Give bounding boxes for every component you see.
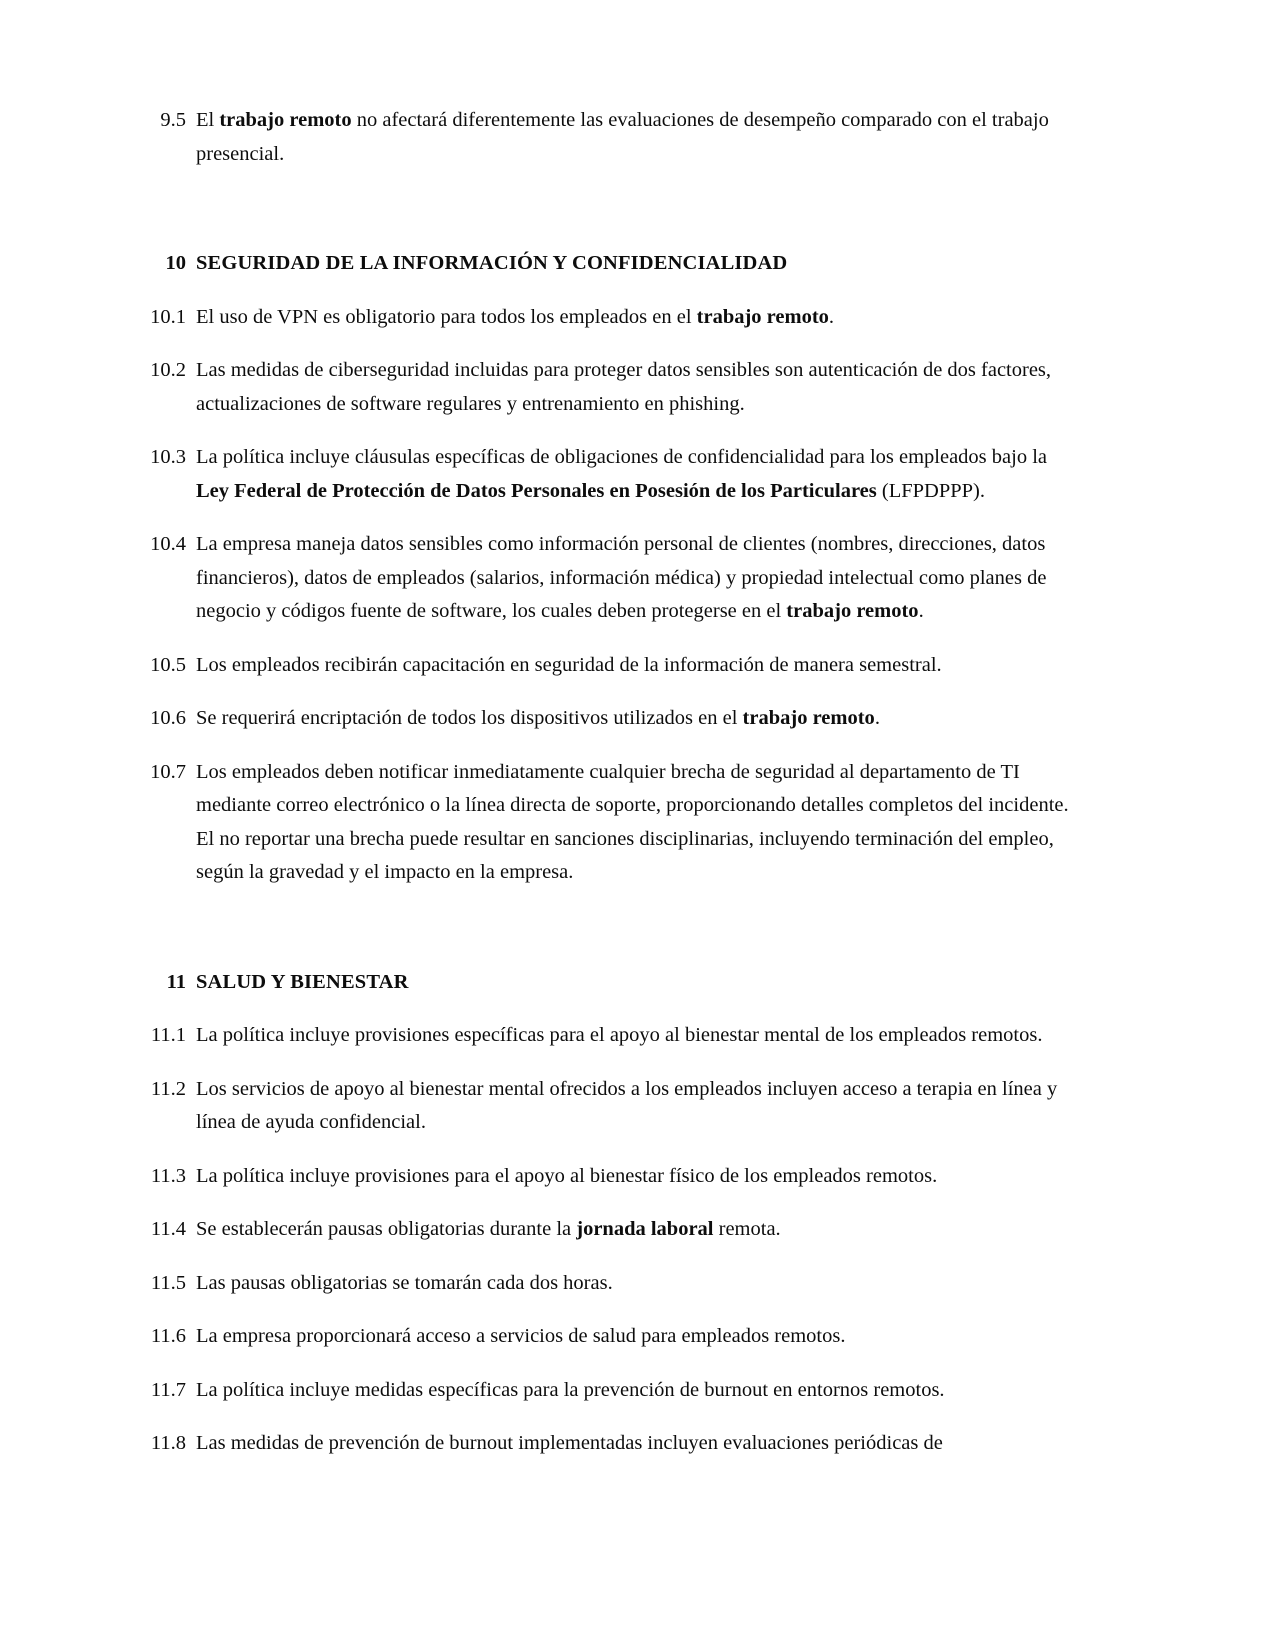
- clause: [134, 1213, 1075, 1247]
- clause-run: (LFPDPPP).: [876, 479, 986, 502]
- clause-emphasis: jornada laboral: [576, 1218, 714, 1240]
- clause: [134, 104, 1075, 171]
- clause-text: [186, 1267, 1075, 1301]
- clause: [134, 1160, 1075, 1194]
- clause-run: Las medidas de ciberseguridad incluidas para proteger datos sensibles son autenticación de dos factores, actualizaciones de software regulares y entrenamiento en phishing.: [196, 359, 1052, 415]
- clause-emphasis: trabajo remoto: [786, 600, 919, 622]
- section-number: 11: [166, 970, 186, 993]
- clause-run: Los servicios de apoyo al bienestar mental ofrecidos a los empleados incluyen acceso a terapia en línea y línea de ayuda confidencial.: [196, 1077, 1058, 1133]
- clause-run: .: [828, 305, 835, 328]
- clause-emphasis: Ley Federal de Protección de Datos Personales en Posesión de los Particulares: [196, 479, 877, 502]
- clause: [134, 756, 1075, 890]
- clause: [134, 441, 1075, 508]
- clause-text: [186, 354, 1075, 421]
- clause-run: La política incluye cláusulas específicas de obligaciones de confidencialidad para los empleados bajo la: [196, 446, 1047, 468]
- clause-run: La empresa proporcionará acceso a servicios de salud para empleados remotos.: [196, 1325, 846, 1347]
- section-number: 10: [165, 252, 186, 274]
- clause: [134, 354, 1075, 421]
- clause-number: 11.2: [150, 1077, 186, 1100]
- section-spacer: [134, 191, 1075, 247]
- clause-emphasis: trabajo remoto: [219, 109, 352, 131]
- clause-text: [186, 1320, 1075, 1354]
- clause: [134, 1019, 1075, 1053]
- clause-run: La política incluye medidas específicas para la prevención de burnout en entornos remotos.: [196, 1378, 945, 1401]
- clause-number: 10.6: [150, 707, 186, 729]
- clause: [134, 1267, 1075, 1301]
- clause-number: 11.6: [150, 1325, 186, 1347]
- clause-number: 10.7: [150, 760, 186, 783]
- clause-run: La política incluye provisiones específicas para el apoyo al bienestar mental de los empleados remotos.: [196, 1024, 1043, 1046]
- clause-run: .: [874, 707, 880, 729]
- clause-run: La política incluye provisiones para el apoyo al bienestar físico de los empleados remotos.: [196, 1164, 938, 1187]
- clause-number: 11.4: [150, 1218, 186, 1240]
- clause-run: remota.: [713, 1218, 781, 1240]
- clause-run: La empresa maneja datos sensibles como información personal de clientes (nombres, direcciones, datos financieros), datos de empleados (salarios, información médica) y propiedad intelectual como planes de negocio y códigos fuente de software, los cuales deben protegerse en el: [196, 533, 1047, 622]
- clause-run: Los empleados deben notificar inmediatamente cualquier brecha de seguridad al departamento de TI mediante correo electrónico o la línea directa de soporte, proporcionando detalles completos del incidente. El no reportar una brecha puede resultar en sanciones disciplinarias, incluyendo terminación del empleo, según la gravedad y el impacto en la empresa.: [196, 760, 1069, 883]
- clause-text: [186, 528, 1075, 629]
- document-body: [134, 104, 1075, 1461]
- clause-number: 11.8: [150, 1432, 186, 1454]
- clause-run: Se establecerán pausas obligatorias durante la: [196, 1218, 577, 1240]
- section-title: SALUD Y BIENESTAR: [196, 970, 409, 993]
- clause-text: [186, 1073, 1075, 1140]
- section-heading: [134, 247, 1075, 281]
- clause-run: Las pausas obligatorias se tomarán cada dos horas.: [196, 1271, 613, 1294]
- clause-text: [186, 104, 1075, 171]
- clause-number: 11.5: [150, 1271, 186, 1294]
- clause-text: [186, 1427, 1075, 1461]
- clause-run: no afectará diferentemente las evaluaciones de desempeño comparado con el trabajo presencial.: [196, 109, 1049, 165]
- section-spacer: [134, 910, 1075, 966]
- clause: [134, 301, 1075, 335]
- clause: [134, 1427, 1075, 1461]
- clause: [134, 649, 1075, 683]
- clause-number: 11.1: [150, 1024, 186, 1046]
- clause-text: [186, 756, 1075, 890]
- clause-text: [186, 1374, 1075, 1408]
- clause-number: 9.5: [160, 109, 186, 131]
- clause-number: 10.4: [150, 533, 186, 555]
- clause-number: 10.1: [150, 305, 186, 328]
- clause-text: [186, 649, 1075, 683]
- clause-text: [186, 1160, 1075, 1194]
- clause: [134, 1073, 1075, 1140]
- section-title: SEGURIDAD DE LA INFORMACIÓN Y CONFIDENCIALIDAD: [196, 252, 788, 274]
- clause-text: [186, 1019, 1075, 1053]
- clause-number: 10.3: [150, 446, 186, 468]
- clause-run: Las medidas de prevención de burnout implementadas incluyen evaluaciones periódicas de: [196, 1432, 943, 1454]
- clause-number: 11.7: [150, 1378, 186, 1401]
- clause-number: 10.2: [150, 359, 186, 381]
- clause-text: [186, 301, 1075, 335]
- clause: [134, 528, 1075, 629]
- clause-run: Se requerirá encriptación de todos los dispositivos utilizados en el: [196, 707, 743, 729]
- clause-run: El uso de VPN es obligatorio para todos los empleados en el: [196, 305, 697, 328]
- clause-run: .: [918, 600, 924, 622]
- clause: [134, 1320, 1075, 1354]
- clause-run: El: [196, 109, 220, 131]
- clause: [134, 702, 1075, 736]
- clause-text: [186, 702, 1075, 736]
- clause-number: 11.3: [150, 1164, 186, 1187]
- clause: [134, 1374, 1075, 1408]
- clause-text: [186, 441, 1075, 508]
- clause-emphasis: trabajo remoto: [742, 707, 875, 729]
- section-heading: [134, 966, 1075, 1000]
- clause-run: Los empleados recibirán capacitación en seguridad de la información de manera semestral.: [196, 653, 942, 676]
- clause-text: [186, 1213, 1075, 1247]
- clause-emphasis: trabajo remoto: [696, 305, 829, 328]
- clause-number: 10.5: [150, 653, 186, 676]
